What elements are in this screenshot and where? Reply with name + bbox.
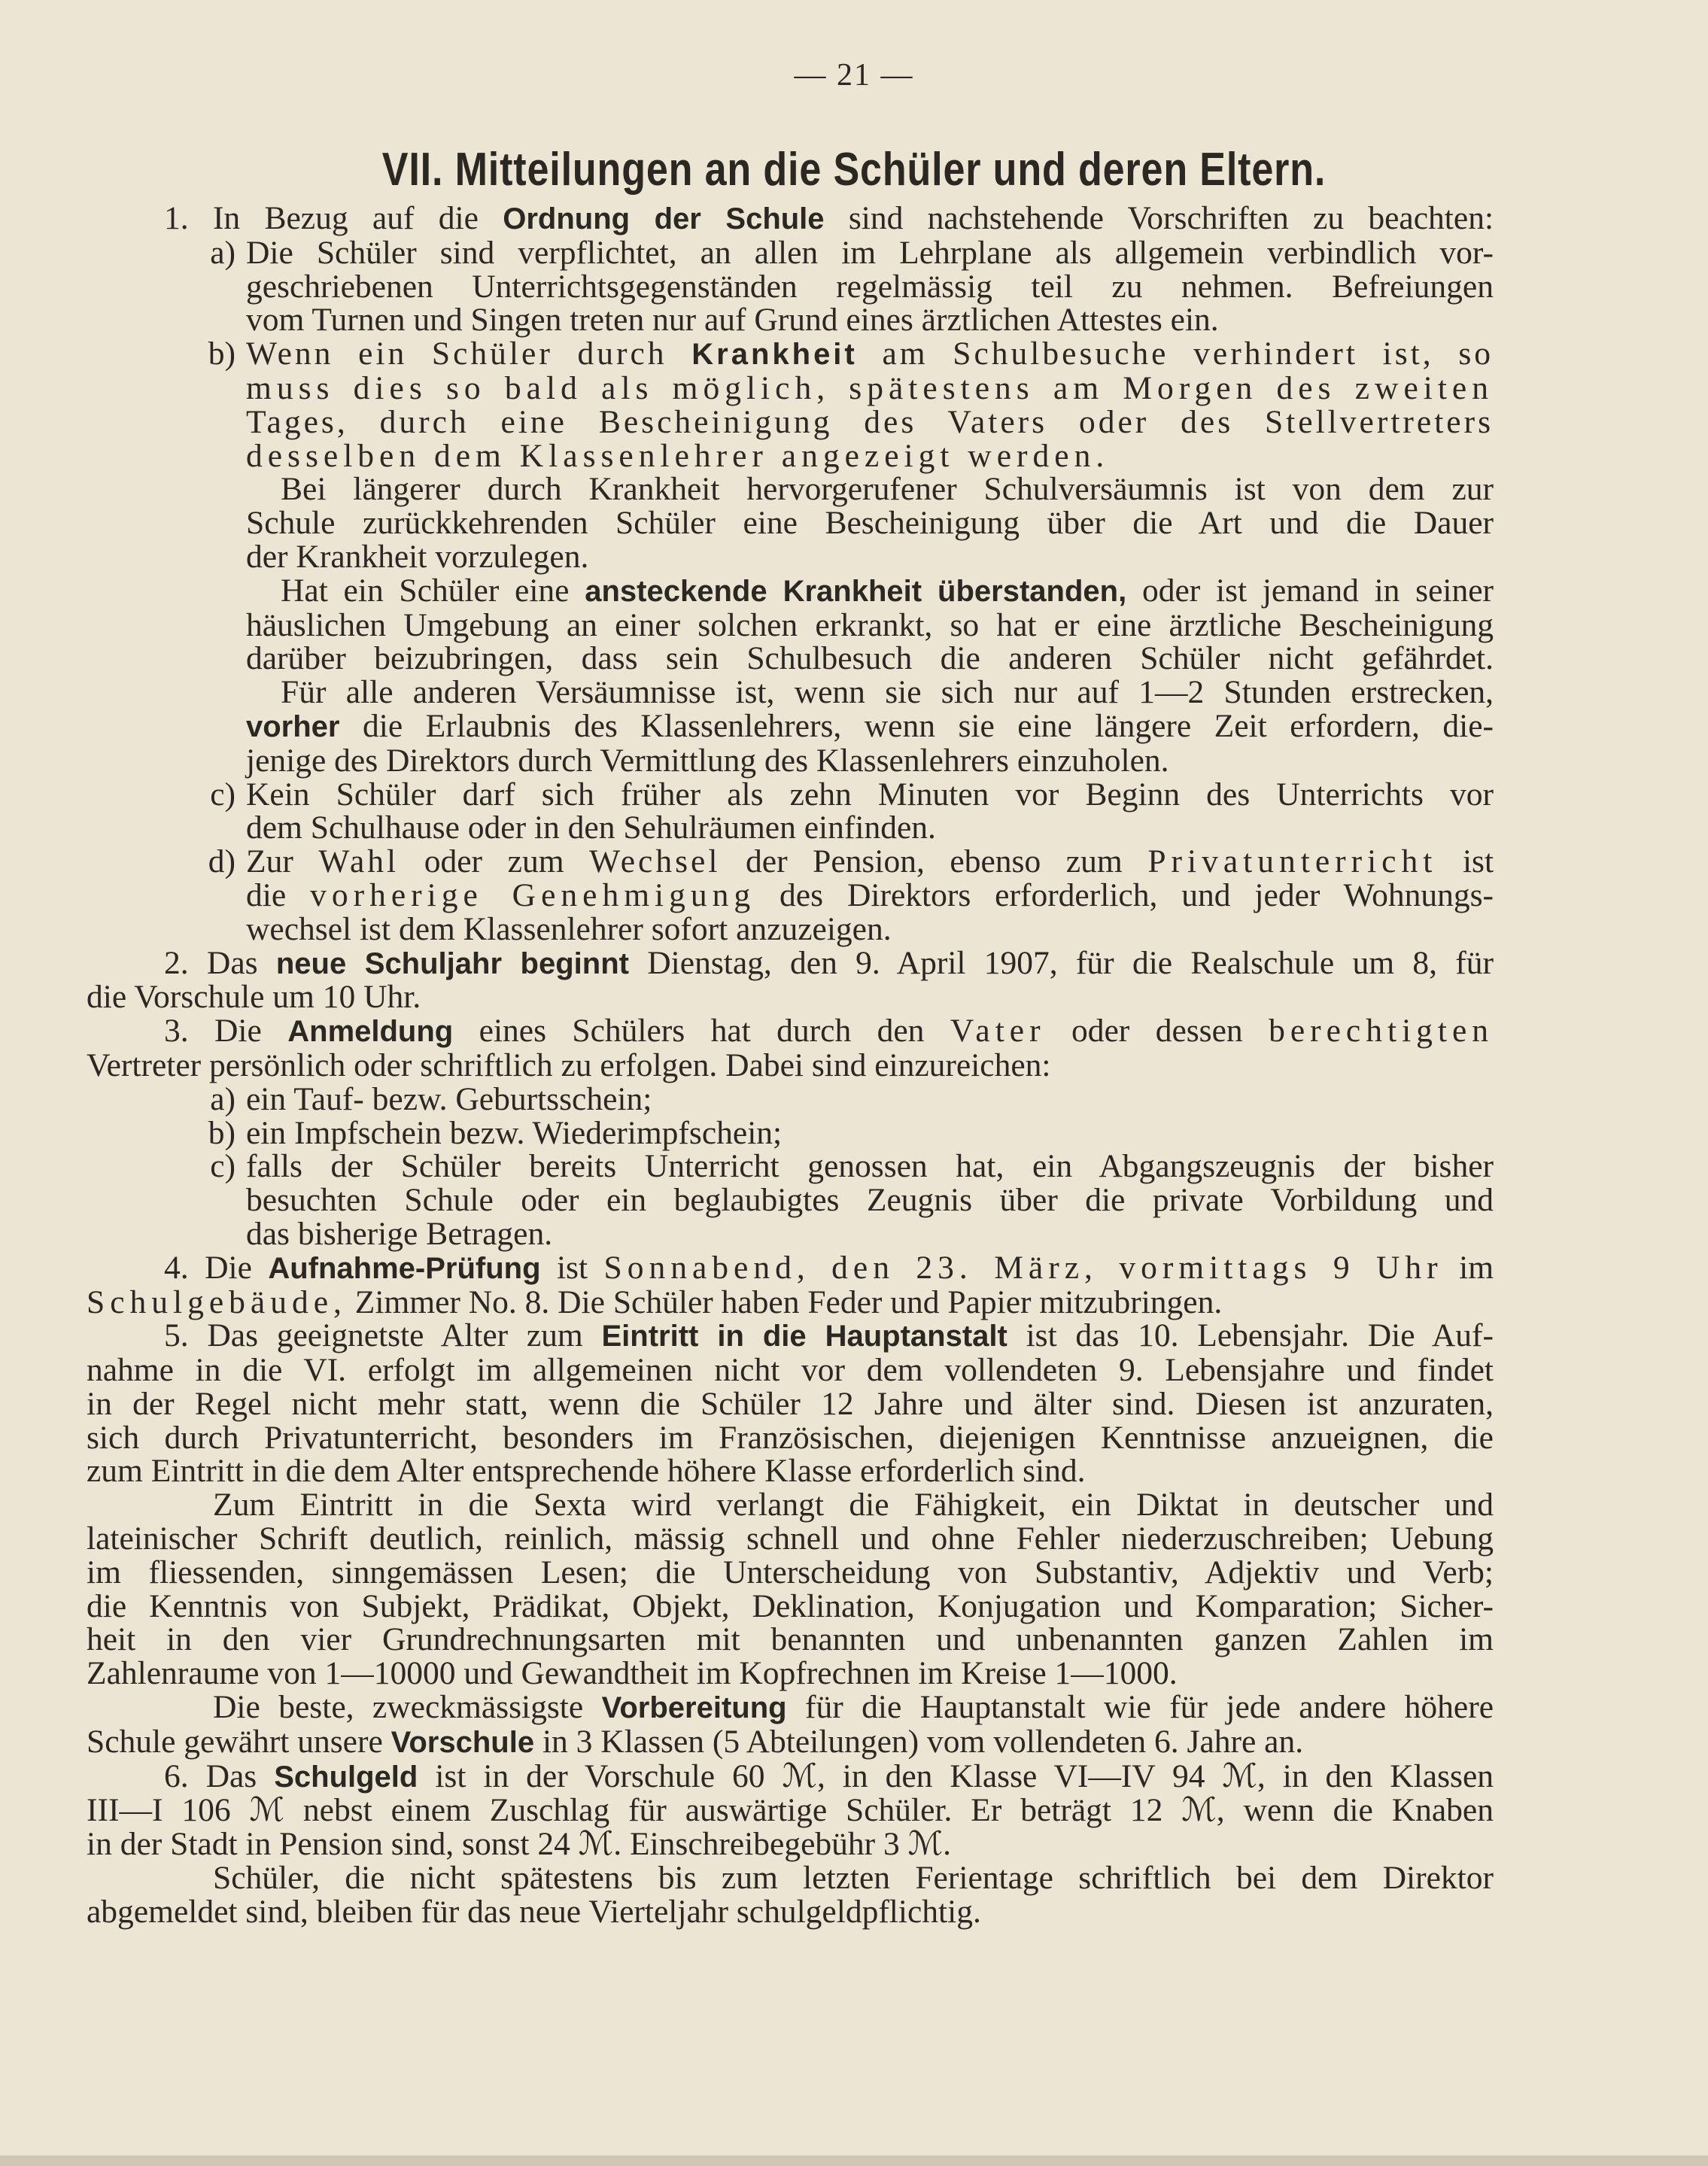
subitem-3a: a) ein Tauf- bezw. Geburtsschein; — [210, 1080, 652, 1117]
item-2: 2. Das neue Schuljahr beginnt Dienstag, den 9. April 1907, für die Realschule um 8, für — [164, 944, 1494, 981]
emphasis: vorher — [246, 709, 340, 743]
emphasis: Aufnahme-Prüfung — [268, 1251, 541, 1285]
subitem-3c: c) falls der Schüler bereits Unterricht genossen hat, ein Abgangszeugnis der bisher besuchten Schule oder ein beglaubigtes Zeugnis über die private Vorbildung und das bisherige Betragen. — [210, 1148, 1494, 1252]
document-body: 1. In Bezug auf die Ordnung der Schule sind nachstehende Vorschriften zu beachten: a) Die Schüler sind verpflichtet, an allen im Lehrplane als allgemein verbindlich vor- geschriebenen Unterrichtsgegenständen regelmässig teil zu nehmen. Befreiungen vom Turnen und Singen treten nur auf Grund eines ärztlichen Attestes ein. b) Wenn ein Schüler durch Krankheit am Schulbesuche verhindert ist, so muss dies so bald als möglich, spätestens am Morgen des zweiten Tages, durch eine Bescheinigung des Vaters oder des Stellvertreters desselben dem Klassenlehrer angezeigt werden. Bei längerer durch Krankheit hervorgerufener Schulversäumnis ist von dem zur Schule zurückkehrenden Schüler eine Bescheinigung über die Art und die Dauer der Krankheit vorzulegen. Hat ein Schüler eine ansteckende Krankheit überstanden, oder ist jemand in seiner häuslichen Umgebung an einer solchen erkrankt, so hat er eine ärztliche Bescheinigung darüber beizubringen, dass sein Schulbesuch die anderen Schüler nicht gefährdet. Für alle anderen Versäumnisse ist, wenn sie sich nur auf 1—2 Stunden erstrecken, vorher die Erlaubnis des Klassenlehrers, wenn sie eine längere Zeit erfordern, die- jenige des Direktors durch Vermittlung des Klassenlehrers einzuholen. c) Kein Schüler darf sich früher als zehn Minuten vor Beginn des Unterrichts vor dem Schulhause oder in den Sehulräumen einfinden. d) Zur Wahl oder zum Wechsel der Pension, ebenso zum Privatunterricht ist die vorherige Genehmigung des Direktors erforderlich, und jeder Wohnungs- wechsel ist dem Klassenlehrer sofort anzuzeigen. 2. Das neue Schuljahr beginnt Dienstag, den 9. April 1907, für die Realschule um 8, für die Vorschule um 10 Uhr. 3. Die Anmeldung eines Schülers hat durch den Vater oder dessen berechtigten Vertreter persönlich oder schriftlich zu erfolgen. Dabei sind einzureichen: a) ein Tauf- bezw. Geburtsschein; b) ein Impfschein bezw. Wiederimpfschein; c) falls der Schüler bereits Unterricht genossen hat, ein Abgangszeugnis der bisher besuchten Schule oder ein beglaubigtes Zeugnis über die private Vorbildung und das bisherige Betragen. 4. Die Aufnahme-Prüfung ist Sonnabend, den 23. März, vormittags 9 Uhr im Schulgebäude, Zimmer No. 8. Die Schüler haben Feder und Papier mitzubringen. 5. Das geeignetste Alter zum Eintritt in die Hauptanstalt ist das 10. Lebensjahr. Die Auf- nahme in die VI. erfolgt im allgemeinen nicht vor dem vollendeten 9. Lebensjahre und findet in der Regel nicht mehr statt, wenn die Schüler 12 Jahre und älter sind. Diesen ist anzuraten, sich durch Privatunterricht, besonders im Französischen, diejenigen Kenntnisse anzueignen, die zum Eintritt in die dem Alter entsprechende höhere Klasse erforderlich sind. Zum Eintritt in die Sexta wird verlangt die Fähigkeit, ein Diktat in deutscher und lateinischer Schrift deutlich, reinlich, mässig schnell und ohne Fehler niederzuschreiben; Uebung im fliessenden, sinngemässen Lesen; die Unterscheidung von Substantiv, Adjektiv und Verb; die Kenntnis von Subjekt, Prädikat, Objekt, Deklination, Konjugation und Komparation; Sicher- heit in den vier Grundrechnungsarten mit benannten und unbenannten ganzen Zahlen im Zahlenraume von 1—10000 und Gewandtheit im Kopfrechnen im Kreise 1—1000. Die beste, zweckmässigste Vorbereitung für die Hauptanstalt wie für jede andere höhere Schule gewährt unsere Vorschule in 3 Klassen (5 Abteilungen) vom vollendeten 6. Jahre an. 6. Das Schulgeld ist in der Vorschule 60 ℳ, in den Klasse VI—IV 94 ℳ, in den Klassen III—I 106 ℳ nebst einem Zuschlag für auswärtige Schüler. Er beträgt 12 ℳ, wenn die Knaben in der Stadt in Pension sind, sonst 24 ℳ. Einschreibegebühr 3 ℳ. Schüler, die nicht spätestens bis zum letzten Ferientage schriftlich bei dem Direktor abgemeldet sind, bleiben für das neue Vierteljahr schulgeldpflichtig. — [87, 200, 1494, 1930]
emphasis: Vorbereitung — [601, 1691, 787, 1725]
emphasis: neue Schuljahr beginnt — [275, 946, 629, 980]
subitem-1b: b) Wenn ein Schüler durch Krankheit am Schulbesuche verhindert ist, so muss dies so bald als möglich, spätestens am Morgen des zweiten Tages, durch eine Bescheinigung des Vaters oder des Stellvertreters desselben dem Klassenlehrer angezeigt werden. Bei längerer durch Krankheit hervorgerufener Schulversäumnis ist von dem zur Schule zurückkehrenden Schüler eine Bescheinigung über die Art und die Dauer der Krankheit vorzulegen. Hat ein Schüler eine ansteckende Krankheit überstanden, oder ist jemand in seiner häuslichen Umgebung an einer solchen erkrankt, so hat er eine ärztliche Bescheinigung darüber beizubringen, dass sein Schulbesuch die anderen Schüler nicht gefährdet. Für alle anderen Versäumnisse ist, wenn sie sich nur auf 1—2 Stunden erstrecken, vorher die Erlaubnis des Klassenlehrers, wenn sie eine längere Zeit erfordern, die- jenige des Direktors durch Vermittlung des Klassenlehrers einzuholen. — [208, 336, 1494, 779]
subitem-1c: c) Kein Schüler darf sich früher als zehn Minuten vor Beginn des Unterrichts vor dem Schulhause oder in den Sehulräumen einfinden. — [210, 776, 1494, 846]
emphasis: Anmeldung — [287, 1015, 454, 1049]
subitem-1a: a) Die Schüler sind verpflichtet, an allen im Lehrplane als allgemein verbindlich vor- geschriebenen Unterrichtsgegenständen regelmässig teil zu nehmen. Befreiungen vom Turnen und Singen treten nur auf Grund eines ärztlichen Attestes ein. — [210, 234, 1494, 339]
item-1-line: 1. In Bezug auf die Ordnung der Schule sind nachstehende Vorschriften zu beachten: — [164, 200, 1494, 236]
page-number: — 21 — — [794, 58, 914, 93]
emphasis: Vorschule — [391, 1725, 535, 1759]
subitem-1d: d) Zur Wahl oder zum Wechsel der Pension, ebenso zum Privatunterricht ist die vorherige Genehmigung des Direktors erforderlich, und jeder Wohnungs- wechsel ist dem Klassenlehrer sofort anzuzeigen. — [208, 843, 1494, 947]
item-5: 5. Das geeignetste Alter zum Eintritt in die Hauptanstalt ist das 10. Lebensjahr. Die Auf- — [164, 1317, 1494, 1354]
section-title: VII. Mitteilungen an die Schüler und deren Eltern. — [381, 144, 1327, 196]
emphasis: Krankheit — [691, 338, 858, 372]
item-6: 6. Das Schulgeld ist in der Vorschule 60 ℳ, in den Klasse VI—IV 94 ℳ, in den Klassen — [164, 1757, 1494, 1794]
subitem-3b: b) ein Impfschein bezw. Wiederimpfschein; — [208, 1114, 783, 1151]
emphasis: ansteckende Krankheit überstanden, — [585, 574, 1127, 608]
item-1-number: 1. — [164, 200, 189, 236]
emphasis: Schulgeld — [274, 1760, 418, 1794]
emphasis: Eintritt in die Hauptanstalt — [601, 1320, 1007, 1353]
emphasis: Ordnung der Schule — [503, 202, 825, 235]
item-3: 3. Die Anmeldung eines Schülers hat durch den Vater oder dessen berechtigten — [164, 1013, 1494, 1050]
page-edge — [0, 2155, 1708, 2166]
item-4: 4. Die Aufnahme-Prüfung ist Sonnabend, den 23. März, vormittags 9 Uhr im — [164, 1249, 1494, 1286]
